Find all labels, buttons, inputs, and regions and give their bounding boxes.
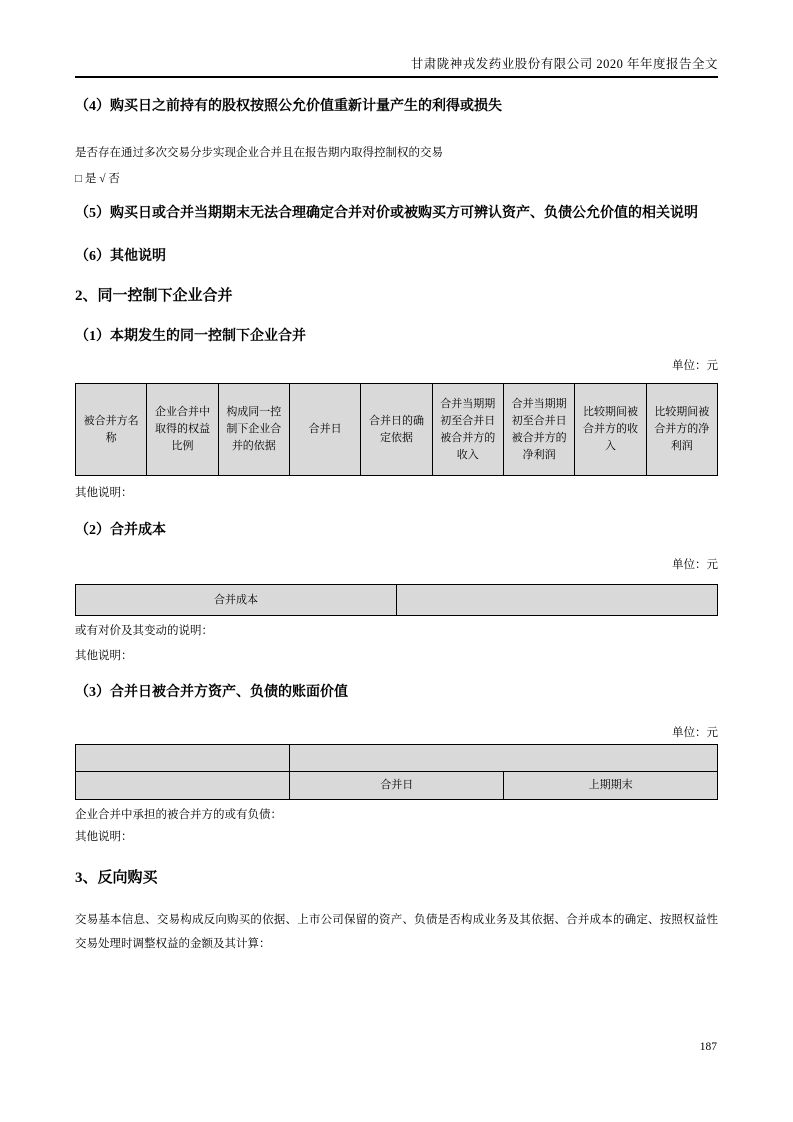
table1-header-cell: 构成同一控制下企业合并的依据 bbox=[218, 384, 289, 476]
text-multi-step-question: 是否存在通过多次交易分步实现企业合并且在报告期内取得控制权的交易 bbox=[75, 147, 443, 159]
heading-section-2-1: （1）本期发生的同一控制下企业合并 bbox=[75, 329, 306, 344]
table3-prior-period-cell: 上期期末 bbox=[504, 772, 718, 800]
heading-section-3: 3、反向购买 bbox=[75, 870, 158, 886]
heading-section-2-2: （2）合并成本 bbox=[75, 523, 166, 538]
text-other-note-2: 其他说明： bbox=[75, 650, 133, 662]
heading-section-2-3: （3）合并日被合并方资产、负债的账面价值 bbox=[75, 685, 348, 700]
table1-header-cell: 合并日 bbox=[289, 384, 360, 476]
heading-section-4: （4）购买日之前持有的股权按照公允价值重新计量产生的利得或损失 bbox=[75, 99, 502, 114]
table3-merge-date-cell: 合并日 bbox=[290, 772, 504, 800]
table1-header-cell: 合并日的确定依据 bbox=[361, 384, 432, 476]
combination-cost-table bbox=[75, 584, 718, 616]
table2-cost-value-cell bbox=[397, 585, 718, 616]
table1-header-cell: 企业合并中取得的权益比例 bbox=[147, 384, 218, 476]
table1-header-cell: 被合并方名称 bbox=[76, 384, 147, 476]
unit-label-table1: 单位：元 bbox=[672, 360, 718, 372]
text-contingent-liability-note: 企业合并中承担的被合并方的或有负债： bbox=[75, 809, 282, 821]
header-divider bbox=[75, 76, 718, 78]
table1-header-cell: 合并当期期初至合并日被合并方的收入 bbox=[432, 384, 503, 476]
text-yes-no-selection: □ 是 √ 否 bbox=[75, 173, 120, 185]
table3-empty-corner-cell bbox=[76, 745, 290, 772]
page-number: 187 bbox=[699, 1041, 717, 1053]
heading-section-2: 2、同一控制下企业合并 bbox=[75, 288, 233, 304]
same-control-combination-table bbox=[75, 383, 718, 476]
text-other-note-3: 其他说明： bbox=[75, 831, 133, 843]
table3-top-row bbox=[76, 745, 718, 772]
unit-label-table3: 单位：元 bbox=[672, 727, 718, 739]
text-reverse-purchase-paragraph: 交易基本信息、交易构成反向购买的依据、上市公司保留的资产、负债是否构成业务及其依据、合并成本的确定、按照权益性交易处理时调整权益的金额及其计算： bbox=[75, 914, 718, 950]
report-header-title: 甘肃陇神戎发药业股份有限公司 2020 年年度报告全文 bbox=[410, 57, 718, 71]
table1-header-row bbox=[76, 384, 718, 476]
text-contingent-consideration-note: 或有对价及其变动的说明： bbox=[75, 625, 213, 637]
heading-section-6: （6）其他说明 bbox=[75, 249, 166, 264]
table1-header-cell: 合并当期期初至合并日被合并方的净利润 bbox=[503, 384, 574, 476]
unit-label-table2: 单位：元 bbox=[672, 559, 718, 571]
book-value-table bbox=[75, 744, 718, 800]
heading-section-5: （5）购买日或合并当期期末无法合理确定合并对价或被购买方可辨认资产、负债公允价值的相关说明 bbox=[75, 206, 698, 221]
table3-empty-stub-cell bbox=[76, 772, 290, 800]
table1-header-cell: 比较期间被合并方的收入 bbox=[575, 384, 646, 476]
table3-header-row bbox=[76, 772, 718, 800]
table2-row bbox=[76, 585, 718, 616]
table3-empty-span-cell bbox=[290, 745, 718, 772]
table2-cost-label-cell: 合并成本 bbox=[76, 585, 397, 616]
text-other-note-1: 其他说明： bbox=[75, 487, 133, 499]
table1-header-cell: 比较期间被合并方的净利润 bbox=[646, 384, 717, 476]
